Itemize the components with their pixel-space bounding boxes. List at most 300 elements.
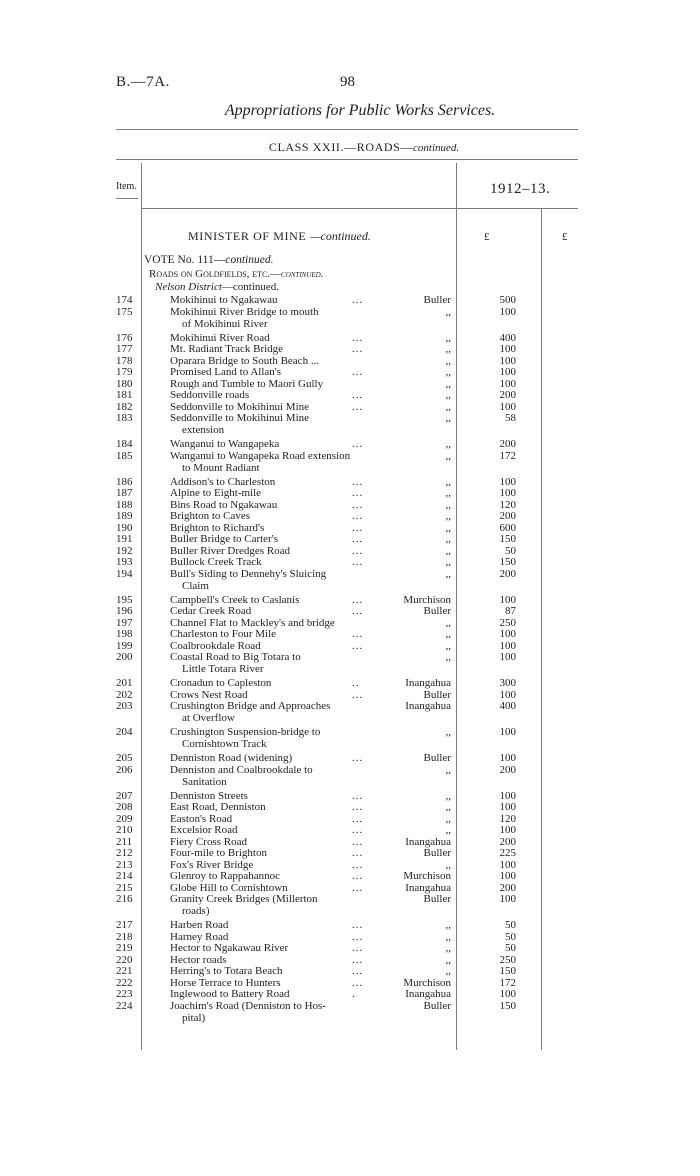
leader-dots: ...	[352, 438, 364, 450]
amount: 100	[499, 354, 516, 367]
item-description	[170, 893, 372, 917]
column-header-year: 1912–13.	[490, 181, 551, 197]
rule-top	[116, 129, 578, 130]
description-line: Cedar Creek Road	[170, 605, 252, 617]
district-name: ,,	[445, 533, 451, 545]
item-description	[170, 568, 372, 592]
amount: 250	[499, 616, 516, 629]
leader-dots: ...	[352, 881, 364, 894]
leader-dots: ...	[352, 605, 364, 617]
item-number: 206	[116, 763, 133, 776]
district-name: ,,	[445, 858, 451, 871]
item-description	[170, 366, 372, 378]
leader-dots: ...	[352, 639, 364, 652]
item-description	[170, 510, 372, 522]
item-description	[170, 836, 372, 848]
item-description	[170, 847, 372, 859]
leader-dots: ...	[352, 343, 364, 355]
description-line: Coastal Road to Big Totara to	[170, 651, 301, 663]
district-name: ,,	[445, 953, 451, 966]
item-number: 189	[116, 510, 133, 522]
item-number: 178	[116, 354, 133, 367]
column-divider-amounts	[456, 163, 457, 1050]
item-description	[170, 977, 372, 989]
amount: 100	[499, 893, 516, 905]
item-description	[170, 700, 372, 724]
item-description	[170, 919, 372, 931]
amount: 100	[499, 487, 516, 499]
class-title: CLASS XXII.—ROADS—continued.	[268, 140, 460, 154]
description-line: Fox's River Bridge	[170, 858, 254, 871]
amount: 50	[505, 942, 516, 954]
item-description	[170, 522, 372, 534]
amount: 200	[499, 389, 516, 401]
district-name: ,,	[445, 377, 451, 390]
amount: 100	[499, 752, 516, 764]
item-description	[170, 954, 372, 966]
description-line: Harben Road	[170, 919, 229, 931]
description-line: Buller Bridge to Carter's	[170, 533, 278, 545]
item-description	[170, 813, 372, 825]
leader-dots: ...	[352, 294, 364, 306]
item-number: 185	[116, 449, 133, 462]
district-name: Inangahua	[405, 988, 451, 1000]
item-number: 224	[116, 999, 133, 1012]
district-name: ,,	[445, 487, 451, 499]
description-line: Rough and Tumble to Maori Gully	[170, 377, 324, 390]
district-name: ,,	[445, 343, 451, 355]
description-line: Herring's to Totara Beach	[170, 965, 283, 977]
district-name: Buller	[423, 847, 451, 859]
leader-dots: ...	[352, 556, 364, 568]
amount: 200	[499, 510, 516, 522]
item-number: 186	[116, 475, 133, 488]
leader-dots: ...	[352, 942, 364, 954]
district-name: ,,	[445, 521, 451, 534]
district-name: ,,	[445, 942, 451, 954]
item-description	[170, 438, 372, 450]
district-name: Inangahua	[405, 677, 451, 689]
amount: 172	[499, 976, 516, 989]
item-description	[170, 499, 372, 511]
item-number: 175	[116, 305, 133, 318]
description-continuation: roads)	[182, 905, 210, 917]
amount: 87	[505, 605, 516, 617]
description-line: Mokihinui River Road	[170, 331, 270, 344]
item-description	[170, 859, 372, 871]
item-description	[170, 594, 372, 606]
item-description	[170, 533, 372, 545]
item-number: 222	[116, 976, 133, 989]
district-name: ,,	[445, 400, 451, 413]
description-continuation: extension	[182, 424, 225, 436]
amount: 50	[505, 544, 516, 557]
item-underline	[116, 198, 138, 199]
district-name: Buller	[423, 893, 451, 905]
item-description	[170, 332, 372, 344]
item-description	[170, 931, 372, 943]
item-description	[170, 689, 372, 701]
leader-dots: ...	[352, 752, 364, 764]
description-line: Wanganui to Wangapeka Road extension	[170, 449, 351, 462]
item-number: 200	[116, 651, 133, 663]
description-line: Bullock Creek Track	[170, 556, 262, 568]
leader-dots: ...	[352, 789, 364, 802]
leader-dots: ...	[352, 976, 364, 989]
minister-heading: MINISTER OF MINE —continued.	[188, 229, 371, 243]
vote-heading: VOTE No. 111—continued.	[144, 254, 274, 266]
item-description	[170, 378, 372, 390]
item-description	[170, 1000, 372, 1024]
item-description	[170, 942, 372, 954]
district-name: ,,	[445, 965, 451, 977]
amount: 200	[499, 567, 516, 580]
district-name: ,,	[445, 412, 451, 424]
description-line: Easton's Road	[170, 812, 233, 825]
amount: 100	[499, 870, 516, 882]
amount: 100	[499, 475, 516, 488]
item-number: 210	[116, 824, 133, 836]
item-number: 176	[116, 331, 133, 344]
rule-table-top	[116, 159, 578, 160]
item-description	[170, 988, 372, 1000]
amount: 100	[499, 688, 516, 701]
amount: 120	[499, 498, 516, 511]
leader-dots: ...	[352, 521, 364, 534]
description-line: Bull's Siding to Dennehy's Sluicing	[170, 567, 327, 580]
district-name: ,,	[445, 389, 451, 401]
item-number: 208	[116, 801, 133, 813]
description-line: Wanganui to Wangapeka	[170, 438, 280, 450]
description-line: Denniston Road (widening)	[170, 752, 293, 764]
district-name: ,,	[445, 789, 451, 802]
amount: 400	[499, 700, 516, 712]
document-reference: B.—7A.	[116, 74, 170, 90]
leader-dots: ...	[352, 544, 364, 557]
amount: 400	[499, 331, 516, 344]
item-number: 199	[116, 639, 133, 652]
district-name: Buller	[423, 752, 451, 764]
description-line: Coalbrookdale Road	[170, 639, 261, 652]
amount: 225	[499, 847, 516, 859]
item-number: 190	[116, 521, 133, 534]
item-number: 212	[116, 847, 133, 859]
item-description	[170, 355, 372, 367]
item-description	[170, 870, 372, 882]
leader-dots: ...	[352, 870, 364, 882]
description-continuation: to Mount Radiant	[182, 461, 260, 474]
item-description	[170, 487, 372, 499]
item-number: 193	[116, 556, 133, 568]
amount: 120	[499, 812, 516, 825]
leader-dots: ...	[352, 847, 364, 859]
amount: 100	[499, 366, 516, 378]
item-number: 174	[116, 294, 133, 306]
leader-dots: ...	[352, 965, 364, 977]
item-description	[170, 306, 372, 330]
amount: 500	[499, 294, 516, 306]
item-number: 191	[116, 533, 133, 545]
leader-dots: ...	[352, 812, 364, 825]
district-name: ,,	[445, 616, 451, 629]
amount: 150	[499, 965, 516, 977]
district-name: Murchison	[403, 593, 451, 606]
leader-dots: ...	[352, 593, 364, 606]
district-name: ,,	[445, 366, 451, 378]
item-number: 216	[116, 893, 133, 905]
description-line: Brighton to Richard's	[170, 521, 265, 534]
leader-dots: ...	[352, 801, 364, 813]
district-name: ,,	[445, 801, 451, 813]
amount: 200	[499, 835, 516, 848]
district-name: ,,	[445, 498, 451, 511]
item-number: 177	[116, 343, 133, 355]
amount: 100	[499, 343, 516, 355]
item-description	[170, 790, 372, 802]
item-number: 187	[116, 487, 133, 499]
district-name: ,,	[445, 726, 451, 738]
description-line: Cronadun to Capleston	[170, 677, 272, 689]
item-number: 192	[116, 544, 133, 557]
item-number: 180	[116, 377, 133, 390]
item-number: 214	[116, 870, 133, 882]
item-description	[170, 965, 372, 977]
description-line: Denniston and Coalbrookdale to	[170, 763, 313, 776]
district-name: ,,	[445, 567, 451, 580]
district-name: ,,	[445, 438, 451, 450]
leader-dots: ...	[352, 688, 364, 701]
amount: 300	[499, 677, 516, 689]
item-description	[170, 764, 372, 788]
item-description	[170, 450, 372, 474]
item-number: 179	[116, 366, 133, 378]
description-continuation: pital)	[182, 1011, 206, 1024]
roads-heading: Roads on Goldfields, etc.—continued.	[149, 268, 324, 280]
description-line: Charleston to Four Mile	[170, 628, 277, 640]
description-line: Mokihinui to Ngakawau	[170, 294, 278, 306]
item-number: 182	[116, 400, 133, 413]
item-number: 198	[116, 628, 133, 640]
amount: 58	[505, 412, 516, 424]
district-name: ,,	[445, 919, 451, 931]
item-number: 205	[116, 752, 133, 764]
description-line: Mokihinui River Bridge to mouth	[170, 305, 319, 318]
district-name: Murchison	[403, 976, 451, 989]
description-line: Alpine to Eight-mile	[170, 487, 262, 499]
item-number: 196	[116, 605, 133, 617]
district-name: Murchison	[403, 870, 451, 882]
district-name: ,,	[445, 639, 451, 652]
item-number: 215	[116, 881, 133, 894]
description-continuation: of Mokihinui River	[182, 317, 268, 330]
description-line: Inglewood to Battery Road	[170, 988, 290, 1000]
district-name: ,,	[445, 824, 451, 836]
page-number: 98	[340, 74, 355, 90]
description-line: Glenroy to Rappahannoc	[170, 870, 280, 882]
district-name: ,,	[445, 354, 451, 367]
description-continuation: at Overflow	[182, 712, 235, 724]
description-line: Buller River Dredges Road	[170, 544, 291, 557]
district-name: ,,	[445, 305, 451, 318]
leader-dots: ...	[352, 366, 364, 378]
item-number: 213	[116, 858, 133, 871]
item-number: 183	[116, 412, 133, 424]
description-continuation: Sanitation	[182, 775, 227, 788]
leader-dots: ...	[352, 400, 364, 413]
item-number: 201	[116, 677, 133, 689]
description-line: Hector to Ngakawau River	[170, 942, 289, 954]
leader-dots: .	[352, 988, 356, 1000]
amount: 100	[499, 858, 516, 871]
leader-dots: ...	[352, 835, 364, 848]
item-description	[170, 752, 372, 764]
leader-dots: ...	[352, 498, 364, 511]
district-name: ,,	[445, 763, 451, 776]
item-description	[170, 476, 372, 488]
item-description	[170, 640, 372, 652]
pound-sign-items: £	[484, 231, 490, 243]
leader-dots: ...	[352, 487, 364, 499]
amount: 100	[499, 988, 516, 1000]
description-line: Excelsior Road	[170, 824, 238, 836]
description-line: Addison's to Charleston	[170, 475, 276, 488]
item-number: 207	[116, 789, 133, 802]
district-name: Inangahua	[405, 835, 451, 848]
item-description	[170, 605, 372, 617]
amount: 100	[499, 593, 516, 606]
item-description	[170, 801, 372, 813]
item-description	[170, 617, 372, 629]
leader-dots: ...	[352, 510, 364, 522]
description-line: Fiery Cross Road	[170, 835, 247, 848]
item-number: 202	[116, 688, 133, 701]
description-line: Seddonville to Mokihinui Mine	[170, 400, 310, 413]
leader-dots: ...	[352, 858, 364, 871]
description-line: Promised Land to Allan's	[170, 366, 282, 378]
column-divider-totals	[541, 208, 542, 1050]
district-name: Buller	[423, 294, 451, 306]
district-name: ,,	[445, 812, 451, 825]
amount: 100	[499, 628, 516, 640]
description-line: Crushington Suspension-bridge to	[170, 726, 321, 738]
description-line: Crows Nest Road	[170, 688, 248, 701]
item-number: 195	[116, 593, 133, 606]
item-number: 223	[116, 988, 133, 1000]
district-name: Buller	[423, 999, 451, 1012]
leader-dots: ...	[352, 628, 364, 640]
item-description	[170, 389, 372, 401]
item-number: 217	[116, 919, 133, 931]
item-description	[170, 401, 372, 413]
item-description	[170, 824, 372, 836]
description-continuation: Claim	[182, 579, 209, 592]
item-description	[170, 343, 372, 355]
item-description	[170, 556, 372, 568]
amount: 100	[499, 377, 516, 390]
amount: 100	[499, 801, 516, 813]
amount: 100	[499, 824, 516, 836]
amount: 100	[499, 305, 516, 318]
amount: 150	[499, 556, 516, 568]
item-description	[170, 628, 372, 640]
description-line: Campbell's Creek to Caslanis	[170, 593, 300, 606]
district-heading: Nelson District—continued.	[155, 281, 280, 293]
item-number: 204	[116, 726, 133, 738]
item-number: 220	[116, 953, 133, 966]
amount: 600	[499, 521, 516, 534]
amount: 50	[505, 919, 516, 931]
item-number: 181	[116, 389, 133, 401]
item-number: 219	[116, 942, 133, 954]
item-number: 184	[116, 438, 133, 450]
leader-dots: ...	[352, 919, 364, 931]
leader-dots: ...	[352, 389, 364, 401]
description-line: Seddonville roads	[170, 389, 250, 401]
description-line: Channel Flat to Mackley's and bridge	[170, 616, 335, 629]
item-number: 221	[116, 965, 133, 977]
item-description	[170, 412, 372, 436]
description-line: Crushington Bridge and Approaches	[170, 700, 331, 712]
amount: 172	[499, 449, 516, 462]
item-description	[170, 726, 372, 750]
page-title: Appropriations for Public Works Services.	[224, 102, 496, 119]
item-description	[170, 294, 372, 306]
description-line: East Road, Denniston	[170, 801, 266, 813]
description-line: Hector roads	[170, 953, 227, 966]
district-name: Buller	[423, 605, 451, 617]
description-line: Mt. Radiant Track Bridge	[170, 343, 284, 355]
district-name: ,,	[445, 475, 451, 488]
column-divider-item	[141, 163, 142, 1050]
description-line: Granity Creek Bridges (Millerton	[170, 893, 318, 905]
item-number: 203	[116, 700, 133, 712]
district-name: ,,	[445, 510, 451, 522]
rule-under-header	[141, 208, 578, 209]
district-name: ,,	[445, 331, 451, 344]
leader-dots: ...	[352, 930, 364, 943]
district-name: ,,	[445, 556, 451, 568]
description-continuation: Cornishtown Track	[182, 738, 267, 750]
item-description	[170, 677, 372, 689]
item-number: 194	[116, 567, 133, 580]
description-line: Four-mile to Brighton	[170, 847, 267, 859]
pound-sign-totals: £	[562, 231, 568, 243]
leader-dots: ...	[352, 533, 364, 545]
amount: 200	[499, 438, 516, 450]
item-number: 188	[116, 498, 133, 511]
district-name: ,,	[445, 930, 451, 943]
item-description	[170, 882, 372, 894]
amount: 100	[499, 639, 516, 652]
amount: 100	[499, 726, 516, 738]
item-number: 218	[116, 930, 133, 943]
item-description	[170, 545, 372, 557]
item-number: 211	[116, 835, 133, 848]
district-name: Inangahua	[405, 881, 451, 894]
description-continuation: Little Totara River	[182, 663, 264, 675]
amount: 150	[499, 999, 516, 1012]
amount: 100	[499, 400, 516, 413]
description-line: Horse Terrace to Hunters	[170, 976, 281, 989]
district-name: ,,	[445, 544, 451, 557]
description-line: Oparara Bridge to South Beach ...	[170, 354, 320, 367]
description-line: Joachim's Road (Denniston to Hos-	[170, 999, 326, 1012]
item-description	[170, 651, 372, 675]
leader-dots: ..	[352, 677, 360, 689]
district-name: ,,	[445, 651, 451, 663]
description-line: Denniston Streets	[170, 789, 248, 802]
leader-dots: ...	[352, 824, 364, 836]
